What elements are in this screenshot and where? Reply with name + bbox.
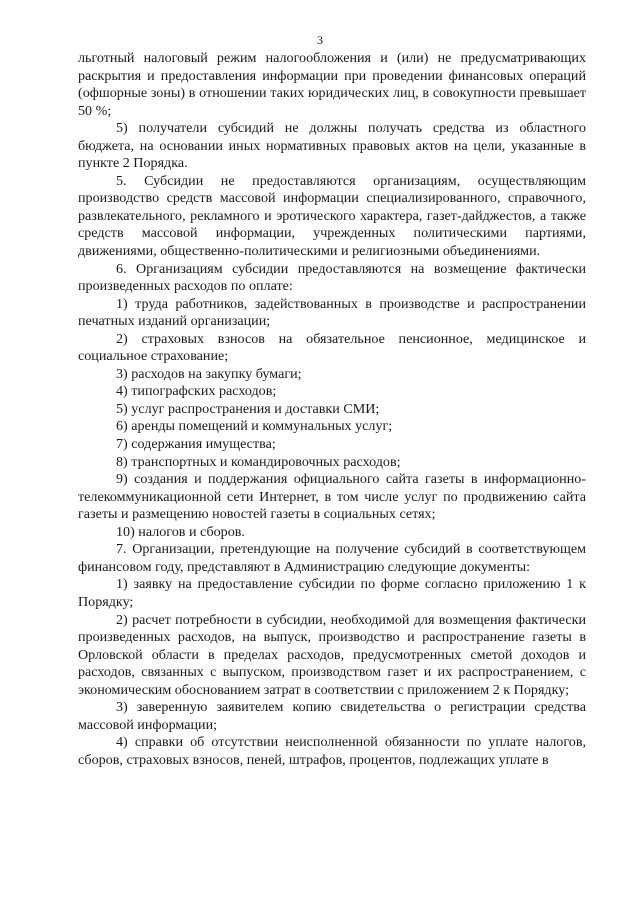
paragraph: 4) типографских расходов;	[116, 383, 277, 400]
paragraph: 8) транспортных и командировочных расходов;	[116, 453, 401, 470]
document-body	[78, 50, 586, 769]
paragraph: 7) содержания имущества;	[116, 436, 276, 453]
paragraph: 10) налогов и сборов.	[116, 523, 245, 540]
paragraph: 7. Организации, претендующие на получение субсидий в соответствующем финансовом году, представляют в Администрацию следующие документы:	[78, 541, 586, 575]
paragraph: 1) труда работников, задействованных в производстве и распространении печатных изданий организации;	[78, 295, 586, 330]
paragraph: 5) услуг распространения и доставки СМИ;	[116, 400, 380, 417]
paragraph: 6) аренды помещений и коммунальных услуг;	[116, 418, 393, 435]
paragraph: 2) страховых взносов на обязательное пенсионное, медицинское и социальное страхование;	[78, 330, 586, 365]
paragraph: 2) расчет потребности в субсидии, необходимой для возмещения фактически произведенных расходов, на выпуск, производство и распространение газеты в Орловской области в пределах расходов, предусмотренных сметой доходов и расходов, связанных с выпуском, производством газет и их распространением, с экономическим обоснованием затрат в соответствии с приложением 2 к Порядку;	[78, 611, 586, 698]
paragraph: 5. Субсидии не предоставляются организациям, осуществляющим производство средств массовой информации специализированного, справочного, развлекательного, рекламного и эротического характера, газет-дайджестов, а также средств массовой информации, учрежденных политическими партиями, движениями, общественно-политическими и религиозными объединениями.	[78, 172, 586, 260]
paragraph: льготный налоговый режим налогообложения и (или) не предусматривающих раскрытия и предоставления информации при проведении финансовых операций (офшорные зоны) в отношении таких юридических лиц, в совокупности превышает 50 %;	[78, 50, 586, 119]
paragraph: 3) заверенную заявителем копию свидетельства о регистрации средства массовой информации;	[78, 699, 586, 733]
paragraph: 6. Организациям субсидии предоставляются на возмещение фактически произведенных расходов по оплате:	[78, 260, 586, 295]
page-number: 3	[317, 33, 323, 47]
paragraph: 4) справки об отсутствии неисполненной обязанности по уплате налогов, сборов, страховых взносов, пеней, штрафов, процентов, подлежащих уплате в	[78, 734, 586, 768]
paragraph: 9) создания и поддержания официального сайта газеты в информационно-телекоммуникационной сети Интернет, в том числе услуг по продвижению сайта газеты и размещению новостей газеты в социальных сетях;	[78, 471, 586, 523]
paragraph: 5) получатели субсидий не должны получать средства из областного бюджета, на основании иных нормативных правовых актов на цели, указанные в пункте 2 Порядка.	[78, 120, 586, 172]
paragraph: 1) заявку на предоставление субсидии по форме согласно приложению 1 к Порядку;	[78, 576, 586, 610]
paragraph: 3) расходов на закупку бумаги;	[116, 365, 302, 382]
